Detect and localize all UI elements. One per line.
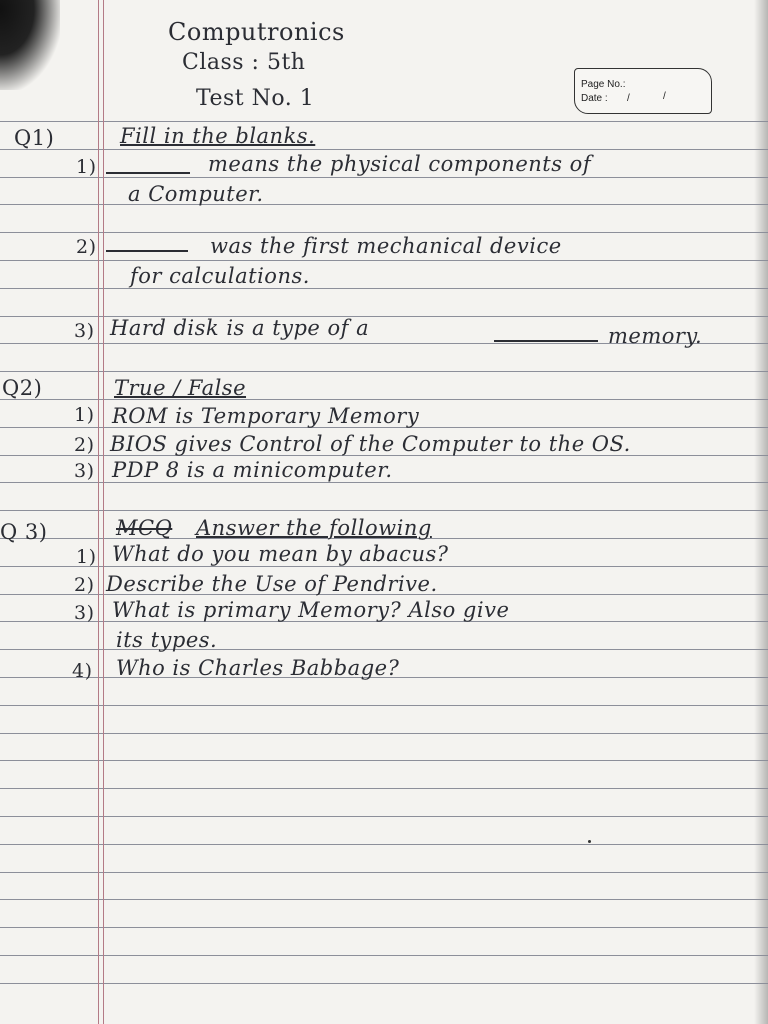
class-label: Class : 5th <box>182 50 306 75</box>
item-number: 2) <box>76 236 97 258</box>
ruled-line <box>0 705 768 706</box>
blank-line <box>106 250 188 252</box>
struck-text: MCQ <box>116 516 173 540</box>
question-text: ROM is Temporary Memory <box>112 404 420 428</box>
ruled-line <box>0 872 768 873</box>
item-number: 2) <box>74 574 95 596</box>
ruled-line <box>0 566 768 567</box>
ruled-line <box>0 955 768 956</box>
section-heading: True / False <box>114 376 247 400</box>
question-label: Q 3) <box>0 520 48 544</box>
ruled-line <box>0 260 768 261</box>
section-heading: Fill in the blanks. <box>120 124 316 148</box>
ruled-line <box>0 149 768 150</box>
question-text: BIOS gives Control of the Computer to the OS. <box>110 432 631 456</box>
ink-speck <box>588 840 591 843</box>
margin-line-right <box>103 0 104 1024</box>
item-number: 3) <box>74 460 95 482</box>
question-label: Q2) <box>2 376 43 400</box>
ruled-line <box>0 788 768 789</box>
ruled-line <box>0 177 768 178</box>
ruled-line <box>0 204 768 205</box>
item-number: 1) <box>76 546 97 568</box>
question-text: memory. <box>608 324 703 348</box>
blank-line <box>494 340 598 342</box>
ruled-line <box>0 733 768 734</box>
item-number: 4) <box>72 660 93 682</box>
ruled-line <box>0 232 768 233</box>
item-number: 1) <box>74 404 95 426</box>
date-separator: / <box>663 91 666 102</box>
edge-shadow <box>754 0 768 1024</box>
question-text: was the first mechanical device <box>210 234 562 258</box>
ruled-line <box>0 927 768 928</box>
question-text: for calculations. <box>130 264 310 288</box>
question-text: its types. <box>116 628 218 652</box>
item-number: 2) <box>74 434 95 456</box>
ruled-line <box>0 983 768 984</box>
ruled-line <box>0 760 768 761</box>
question-text: PDP 8 is a minicomputer. <box>112 458 393 482</box>
ruled-line <box>0 899 768 900</box>
corner-shadow <box>0 0 60 90</box>
subject-title: Computronics <box>168 18 345 46</box>
ruled-line <box>0 510 768 511</box>
question-text: What do you mean by abacus? <box>112 542 449 566</box>
question-text: means the physical components of <box>208 152 592 176</box>
page-date-stamp <box>574 68 712 114</box>
section-heading: Answer the following <box>196 516 432 540</box>
test-label: Test No. 1 <box>196 86 315 111</box>
ruled-line <box>0 371 768 372</box>
question-label: Q1) <box>14 126 55 150</box>
ruled-line <box>0 482 768 483</box>
item-number: 3) <box>74 602 95 624</box>
question-text: Who is Charles Babbage? <box>116 656 400 680</box>
question-text: Hard disk is a type of a <box>110 316 370 340</box>
date-label: Date : <box>581 93 608 104</box>
date-separator: / <box>627 93 630 104</box>
ruled-line <box>0 288 768 289</box>
ruled-line <box>0 121 768 122</box>
item-number: 3) <box>74 320 95 342</box>
question-text: Describe the Use of Pendrive. <box>106 572 438 596</box>
margin-line-left <box>98 0 99 1024</box>
ruled-line <box>0 816 768 817</box>
blank-line <box>106 172 190 174</box>
question-text: What is primary Memory? Also give <box>112 598 510 622</box>
item-number: 1) <box>76 156 97 178</box>
question-text: a Computer. <box>128 182 264 206</box>
page-no-label: Page No.: <box>581 79 626 90</box>
ruled-line <box>0 844 768 845</box>
